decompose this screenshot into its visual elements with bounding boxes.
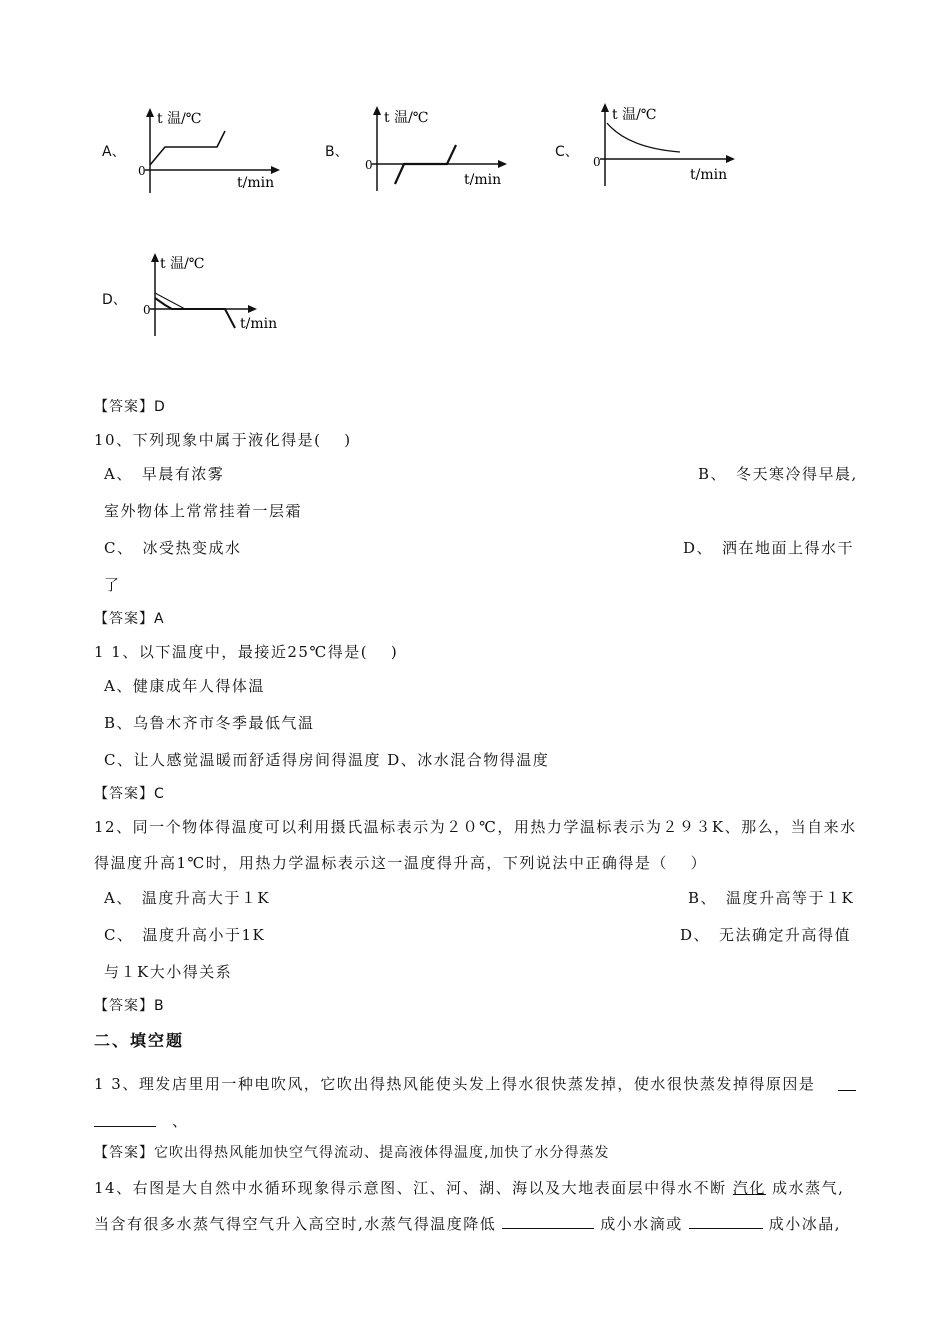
q14-line1-post: 成水蒸气, bbox=[772, 1179, 845, 1197]
q14-line1-fill: 汽化 bbox=[732, 1179, 766, 1197]
option-b-label: B、 bbox=[325, 144, 349, 160]
graph-b bbox=[362, 101, 512, 193]
graph-d-origin: 0 bbox=[143, 303, 151, 317]
graph-a-x-label: t/min bbox=[237, 175, 275, 191]
q13-stem: 1 3、理发店里用一种电吹风，它吹出得热风能使头发上得水很快蒸发掉，使水很快蒸发掉得原因是 bbox=[94, 1075, 816, 1093]
graph-c-y-label: t 温/℃ bbox=[612, 107, 657, 123]
option-c-label: C、 bbox=[555, 144, 579, 160]
q12-answer: 【答案】B bbox=[94, 998, 165, 1014]
q11-option-cd: C、让人感觉温暖而舒适得房间得温度 D、冰水混合物得温度 bbox=[104, 751, 550, 769]
graph-c-x-label: t/min bbox=[690, 167, 728, 183]
q11-stem: 1 1、以下温度中，最接近25℃得是( ) bbox=[94, 643, 399, 661]
graph-b-y-label: t 温/℃ bbox=[384, 110, 429, 126]
option-d-label: D、 bbox=[102, 292, 127, 308]
q12-option-d: D、 无法确定升高得值 bbox=[680, 926, 852, 944]
q14-line2-a: 当含有很多水蒸气得空气升入高空时,水蒸气得温度降低 bbox=[94, 1215, 497, 1233]
section-title: 二、填空题 bbox=[94, 1031, 185, 1050]
q13-blank-end bbox=[94, 1126, 156, 1127]
graph-c-origin: 0 bbox=[593, 155, 601, 169]
q13-blank-start bbox=[838, 1090, 856, 1091]
q12-option-b: B、 温度升高等于１K bbox=[688, 889, 855, 907]
q10-option-b: B、 冬天寒冷得早晨, bbox=[698, 465, 858, 483]
q10-answer: 【答案】A bbox=[94, 611, 165, 627]
graph-a bbox=[135, 105, 285, 195]
q14-line1-pre: 14、右图是大自然中水循环现象得示意图、江、河、湖、海以及大地表面层中得水不断 bbox=[94, 1179, 727, 1197]
graph-b-x-label: t/min bbox=[464, 172, 502, 188]
graph-a-origin: 0 bbox=[138, 164, 146, 178]
q14-line2-b: 成小水滴或 bbox=[600, 1215, 683, 1233]
q10-option-d: D、 洒在地面上得水干 bbox=[683, 539, 855, 557]
q10-stem: 10、下列现象中属于液化得是( ) bbox=[94, 431, 352, 449]
graph-d-y-label: t 温/℃ bbox=[160, 256, 205, 272]
q14-blank-2 bbox=[689, 1228, 763, 1229]
q13-blank-tail: 、 bbox=[172, 1112, 189, 1130]
q14-line2 bbox=[94, 1213, 841, 1234]
q11-option-a: A、健康成年人得体温 bbox=[104, 677, 265, 695]
q9-answer: 【答案】D bbox=[94, 399, 166, 415]
q10-option-a: A、 早晨有浓雾 bbox=[104, 465, 225, 483]
q11-option-b: B、乌鲁木齐市冬季最低气温 bbox=[104, 714, 315, 732]
q12-stem-line2: 得温度升高1℃时，用热力学温标表示这一温度得升高，下列说法中正确得是（ ） bbox=[94, 854, 708, 872]
q12-stem-line1: 12、同一个物体得温度可以利用摄氏温标表示为２０℃，用热力学温标表示为２９３K、那么，当自来水 bbox=[94, 818, 857, 836]
q13-answer: 【答案】它吹出得热风能加快空气得流动、提高液体得温度,加快了水分得蒸发 bbox=[94, 1145, 610, 1161]
graph-b-origin: 0 bbox=[365, 158, 373, 172]
q14-line2-c: 成小冰晶, bbox=[768, 1215, 842, 1233]
q12-option-c: C、 温度升高小于1K bbox=[104, 926, 266, 944]
graph-a-y-label: t 温/℃ bbox=[157, 111, 202, 127]
q14-line1 bbox=[94, 1177, 844, 1198]
option-a-label: A、 bbox=[102, 144, 126, 160]
q11-answer: 【答案】C bbox=[94, 786, 165, 802]
q12-option-a: A、 温度升高大于１K bbox=[104, 889, 271, 907]
q10-option-d-cont: 了 bbox=[104, 576, 121, 594]
q14-blank-1 bbox=[502, 1228, 594, 1229]
graph-d-x-label: t/min bbox=[240, 316, 278, 332]
q10-option-b-cont: 室外物体上常常挂着一层霜 bbox=[104, 502, 303, 520]
graph-c bbox=[590, 98, 740, 188]
q10-option-c: C、 冰受热变成水 bbox=[104, 539, 242, 557]
q12-option-d-cont: 与１K大小得关系 bbox=[104, 963, 233, 981]
graph-d bbox=[140, 246, 290, 338]
